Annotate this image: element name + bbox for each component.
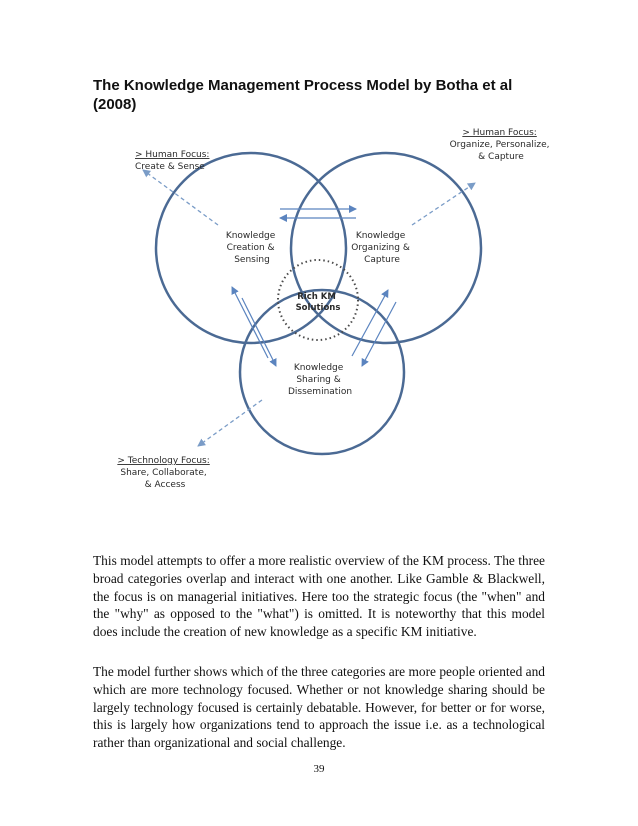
organizing-capture-label: Knowledge Organizing & Capture [351, 231, 410, 265]
body-paragraph-1: This model attempts to offer a more realistic overview of the KM process. The three broad categories overlap and interact with one another. Like Gamble & Blackwell, the focus is on managerial initiatives. Here too the strategic focus (the "when" and the "why" as opposed to the "what") is omitted. It is noteworthy that this model does include the creation of new knowledge as a specific KM initiative. [93, 553, 545, 640]
human-focus-create-label: > Human Focus: Create & Sense [135, 150, 210, 172]
technology-focus-label: > Technology Focus: Share, Collaborate, & Access [117, 456, 210, 490]
figure-title: The Knowledge Management Process Model by Botha et al (2008) [93, 77, 513, 113]
human-focus-organize-label: > Human Focus: Organize, Personalize, & Capture [449, 128, 550, 162]
arrow-left-diag-up [232, 287, 268, 358]
arrow-right-diag-up [352, 290, 388, 356]
creation-sensing-label: Knowledge Creation & Sensing [225, 231, 276, 265]
rich-km-solutions-label: Rich KM Solutions [295, 292, 341, 313]
dashed-arrow-top-right [412, 183, 475, 225]
sharing-dissemination-label: Knowledge Sharing & Dissemination [287, 363, 353, 397]
body-paragraph-2: The model further shows which of the three categories are more people oriented and which are more technology focused. Whether or not knowledge sharing should be largely technology focused is certainly debatable. However, for better or for worse, this is largely how organizations tend to approach the issue i.e. as a technological rather than organizational and social challenge. [93, 664, 545, 751]
km-process-diagram [0, 128, 638, 508]
dashed-arrow-bottom-left [198, 400, 262, 446]
dashed-arrow-top-left [143, 170, 218, 225]
page-number: 39 [313, 763, 325, 775]
